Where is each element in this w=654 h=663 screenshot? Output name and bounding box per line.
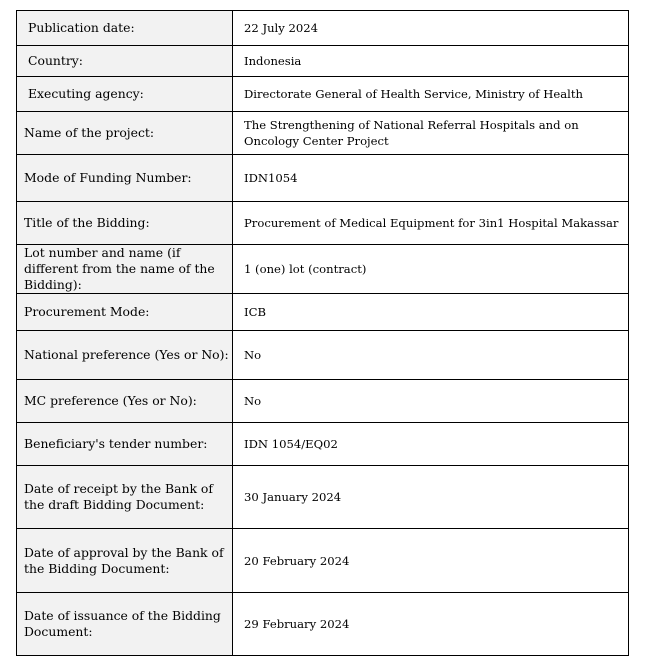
row-value-country: Indonesia [233,46,629,77]
table-row [17,245,629,294]
row-label-receipt-date: Date of receipt by the Bank of the draft Bidding Document: [17,466,233,529]
row-label-issuance-date: Date of issuance of the Bidding Document: [17,593,233,656]
bidding-info-table [16,10,629,656]
row-value-national-preference: No [233,331,629,380]
row-value-mc-preference: No [233,380,629,423]
table-row [17,423,629,466]
table-row [17,331,629,380]
row-label-lot: Lot number and name (if different from the name of the Bidding): [17,245,233,294]
row-value-tender-number: IDN 1054/EQ02 [233,423,629,466]
row-label-national-preference: National preference (Yes or No): [17,331,233,380]
row-value-publication-date: 22 July 2024 [233,11,629,46]
row-value-issuance-date: 29 February 2024 [233,593,629,656]
table-row [17,294,629,331]
row-value-approval-date: 20 February 2024 [233,529,629,593]
row-label-executing-agency: Executing agency: [17,77,233,112]
table-row [17,46,629,77]
row-label-funding-number: Mode of Funding Number: [17,155,233,202]
row-value-funding-number: IDN1054 [233,155,629,202]
row-value-procurement-mode: ICB [233,294,629,331]
row-value-executing-agency: Directorate General of Health Service, Ministry of Health [233,77,629,112]
row-value-lot: 1 (one) lot (contract) [233,245,629,294]
table-row [17,380,629,423]
row-value-bidding-title: Procurement of Medical Equipment for 3in1 Hospital Makassar [233,202,629,245]
table-row [17,112,629,155]
row-label-approval-date: Date of approval by the Bank of the Bidding Document: [17,529,233,593]
row-label-mc-preference: MC preference (Yes or No): [17,380,233,423]
table-row [17,202,629,245]
row-label-bidding-title: Title of the Bidding: [17,202,233,245]
row-label-country: Country: [17,46,233,77]
row-value-receipt-date: 30 January 2024 [233,466,629,529]
row-value-project-name: The Strengthening of National Referral Hospitals and on Oncology Center Project [233,112,629,155]
row-label-project-name: Name of the project: [17,112,233,155]
table-row [17,11,629,46]
table-row [17,466,629,529]
row-label-procurement-mode: Procurement Mode: [17,294,233,331]
table-row [17,77,629,112]
table-row [17,155,629,202]
row-label-tender-number: Beneficiary's tender number: [17,423,233,466]
table-row [17,529,629,593]
row-label-publication-date: Publication date: [17,11,233,46]
table-row [17,593,629,656]
